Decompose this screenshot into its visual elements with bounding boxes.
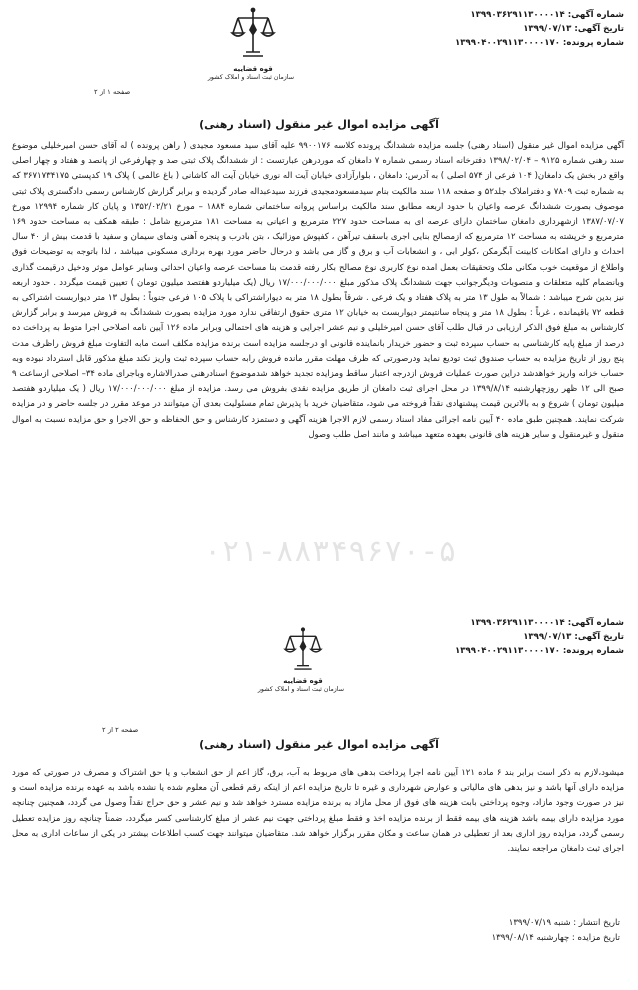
notice-title: آگهی مزایده اموال غیر منقول (اسناد رهنی)	[199, 118, 439, 131]
page-number: صفحه ۱ از ۲	[94, 88, 131, 96]
publish-date: تاریخ انتشار : شنبه ۱۳۹۹/۰۷/۱۹	[508, 918, 620, 928]
notice-dates	[492, 916, 620, 946]
ad-number: شماره آگهی: ۱۳۹۹۰۳۶۲۹۱۱۳۰۰۰۰۱۴	[470, 618, 624, 628]
notice-header-info	[455, 616, 624, 658]
notice-body-text: میشود،لازم به ذکر است برابر بند ۶ ماده ۱۲۱ آیین نامه اجرا پرداخت بدهی های مربوط به آب، برق، گاز اعم از حق انشعاب و یا حق اشتراک و مصرف در صورتی که مورد مزایده دارای آنها باشد و نیز بدهی های مالیاتی و عوارض شهرداری و غیره تا تاریخ مزایده اعم از اینکه رقم قطعی آن معلوم شده یا نشده باشد به عهده برنده مزایده است و نیز در صورت وجود مازاد، وجوه پرداختی بابت هزینه های فوق از محل مازاد به برنده مزایده مسترد خواهد شد و نیم عشر و حق حراج نقداً وصول می گردد، همچنین چنانچه مورد مزایده دارای بیمه باشد هزینه های بیمه فقط از برنده مزایده اخذ و فقط مبلغ پرداختی جهت نیم عشر از مبلغ کارشناسی کسر میگردد، ضمناً چنانچه روز مزایده تعطیل رسمی گردد، مزایده روز اداری بعد از تعطیلی در همان ساعت و مکان مقرر برگزار خواهد شد. متقاضیان میتوانند جهت کسب اطلاعات بیشتر در یکی از ساعات اداری به محل اجرای ثبت دامغان مراجعه نمایند.	[12, 768, 624, 855]
judiciary-emblem	[257, 626, 344, 693]
notice-page-2	[0, 598, 638, 990]
notice-body	[12, 766, 624, 857]
emblem-title: قوه قضاییه	[283, 677, 323, 685]
notice-body	[12, 139, 624, 443]
scales-of-justice-icon	[230, 6, 276, 64]
ad-date: تاریخ آگهی: ۱۳۹۹/۰۷/۱۳	[523, 24, 624, 34]
scales-of-justice-icon	[283, 626, 323, 676]
file-number: شماره پرونده: ۱۳۹۹۰۴۰۰۲۹۱۱۳۰۰۰۰۱۷۰	[455, 38, 624, 48]
ad-number: شماره آگهی: ۱۳۹۹۰۳۶۲۹۱۱۳۰۰۰۰۱۴	[470, 10, 624, 20]
emblem-title: قوه قضاییه	[233, 65, 273, 73]
notice-body-text: آگهی مزایده اموال غیر منقول (اسناد رهنی) جلسه مزایده ششدانگ پرونده کلاسه ۹۹۰۰۱۷۶ علیه آقای سید مسعود مجیدی ( راهن پرونده ) له آقای حسن امیرخلیلی موضوع سند رهنی شماره ۹۱۲۵ – ۱۳۹۸/۰۲/۰۴ دفترخانه اسناد رسمی شماره ۷ دامغان که موردرهن عبارتست : از ششدانگ پلاک ثبتی صد و چهارفرعی از پانصد و هفتاد و چهار اصلی واقع در بخش یک دامغان( ۱۰۴ فرعی از ۵۷۴ اصلی ) به آدرس: دامغان ، بلوارآزادی خیابان آیت اله نوری خیابان آیت اله کاشانی ( باغ عالمی ) پلاک ۱۹ کدپستی ۳۶۷۱۷۳۴۱۷۵ که به شماره ثبت ۷۸۰۹ و دفتراملاک جلد۵۲ و صفحه ۱۱۸ سند مالکیت بنام سیدمسعودمجیدی فرزند سیدعبداله صادر گردیده و برابر گزارش کارشناس رسمی دادگستری پلاک ثبتی موصوف بصورت ششدانگ عرصه واعیان با حدود اربعه مطابق سند مالکیت براساس پروانه ساختمانی شماره ۱۸۸۴ – مورخ ۱۳۵۲/۰۲/۲۱ و پایان کار شماره ۱۲۹۹۴ مورخ ۱۳۸۷/۰۷/۰۷ ازشهرداری دامغان ساختمان دارای عرصه ای به مساحت حدود ۲۲۷ مترمربع و اعیانی به مساحت ۱۸۱ مترمربع شامل : طبقه همکف به مساحت حدود ۱۶۹ مترمربع و خرپشته به مساحت ۱۲ مترمربع که ازمصالح بنایی اجری باسقف تیرآهن ، کفپوش موزائیک ، بتن بادرب و پنجره آهنی ونمای سیمان و سفید با قدمت بیش از ۴۰ سال احداث و دارای امکانات کابینت آبگرمکن ،کولر ابی ، و انشعابات آب و برق و گاز می باشد و درحال حاضر مورد بهره برداری مسکونی میباشد ، لذا باتوجه به توضیحات فوق واطلاع از موقعیت خوب مکانی ملک وتحقیقات بعمل امده نوع کاربری نوع مصالح بکار رفته قدمت بنا مساحت عرصه واعیان احداثی وسایر عوامل موثر ودخیل درقیمت گذاری وبانضمام کلیه متعلقات و منصوبات ودیگرجوانب جهت ششدانگ پلاک مذکور مبلغ ۱۷/۰۰۰/۰۰۰/۰۰۰ ریال (یک میلیاردو هفتصد میلیون تومان ) تعیین قیمت میگردد . حدود اربعه نیز بدین شرح میباشد : شمالاً به طول ۱۳ متر به پلاک هفتاد و یک فرعی . شرقاً بطول ۱۸ متر به دیواراشتراکی با پلاک ۱۰۵ فرعی جنوباً : بطول ۱۳ متر دیواربست اشتراکی به قطعه ۷۲ باقیمانده ، غرباً : بطول ۱۸ متر و پنجاه سانتیمتر دیواربست به خیابان ۱۲ متری حقوق ارتفاقی ندارد مورد مزایده بصورت ششدانگ به فروش میرسد و برابر گزارش کارشناس به مبلغ فوق الذکر ارزیابی در قبال طلب آقای حسن امیرخلیلی و نیم عشر اجرایی و هزینه های احتمالی وبرابر ماده ۱۲۶ آیین نامه اصلاحی اجرا متوط به پرداخت ده درصد از مبلغ پایه کارشناسی به حساب سپرده ثبت و حضور خریدار بانمایندە قانونی او درجلسه مزایده است برنده مزایده مکلف است مابه التفاوت مبلغ فروش راظرف مدت پنج روز از تاریخ مزایده به حساب صندوق ثبت توديع نمايد ودرصورتی که ظرف مهلت مقرر مانده فروش رابه حساب سپرده ثبت واریز نکند مبلغ مذکور قابل استرداد نبوده وبه حساب خزانه واریز خواهدشد دراین صورت عملیات فروش ازدرجه اعتبار ساقط ومزایده تجدید خواهد شدموضوع اسنادرهنی صدرالاشاره وباجرای ماده ۳۴– اصلاحی ازساعت ۹ صبح الی ۱۲ ظهر روزچهارشنبه ۱۳۹۹/۸/۱۴ در محل اجرای ثبت دامغان از طریق مزایده نقدی بفروش می رسد. مزایده از مبلغ ۱۷/۰۰۰/۰۰۰/۰۰۰ ریال ( یک میلیاردو هفتصد میلیون تومان ) شروع و به بالاترین قیمت پیشنهادی نقداً فروخته می شود، متقاضیان خرید با پذیرش تمام مسئولیت بعدی آن میتوانند در موعد مقرر در جلسه حاضر و در مزایده شرکت نمایند. همچنین طبق ماده ۴۰ آیین نامه اجرائی مفاد اسناد رسمی لازم الاجرا هزینه آگهی و دستمزد کارشناس و حق الحفاظه و حق الاجرا و حق مزایده نسبت به اموال منقول و غیرمنقول و سایر هزینه های قانونی بعهده متعهد میباشد و مانند اصل طلب وصول	[12, 141, 625, 440]
notice-header-info	[455, 8, 624, 50]
notice-title: آگهی مزایده اموال غیر منقول (اسناد رهنی)	[199, 738, 439, 751]
phone-watermark: ۰۲۱-۸۸۳۴۹۶۷۰-۵	[203, 534, 457, 569]
auction-date: تاریخ مزایده : چهارشنبه ۱۳۹۹/۰۸/۱۴	[491, 933, 620, 944]
ad-date: تاریخ آگهی: ۱۳۹۹/۰۷/۱۳	[523, 632, 624, 642]
emblem-subtitle: سازمان ثبت اسناد و املاک کشور	[257, 686, 344, 693]
page-number: صفحه ۲ از ۲	[102, 726, 139, 734]
judiciary-emblem	[207, 6, 294, 81]
emblem-subtitle: سازمان ثبت اسناد و املاک کشور	[207, 74, 294, 81]
file-number: شماره پرونده: ۱۳۹۹۰۴۰۰۲۹۱۱۳۰۰۰۰۱۷۰	[455, 646, 624, 656]
